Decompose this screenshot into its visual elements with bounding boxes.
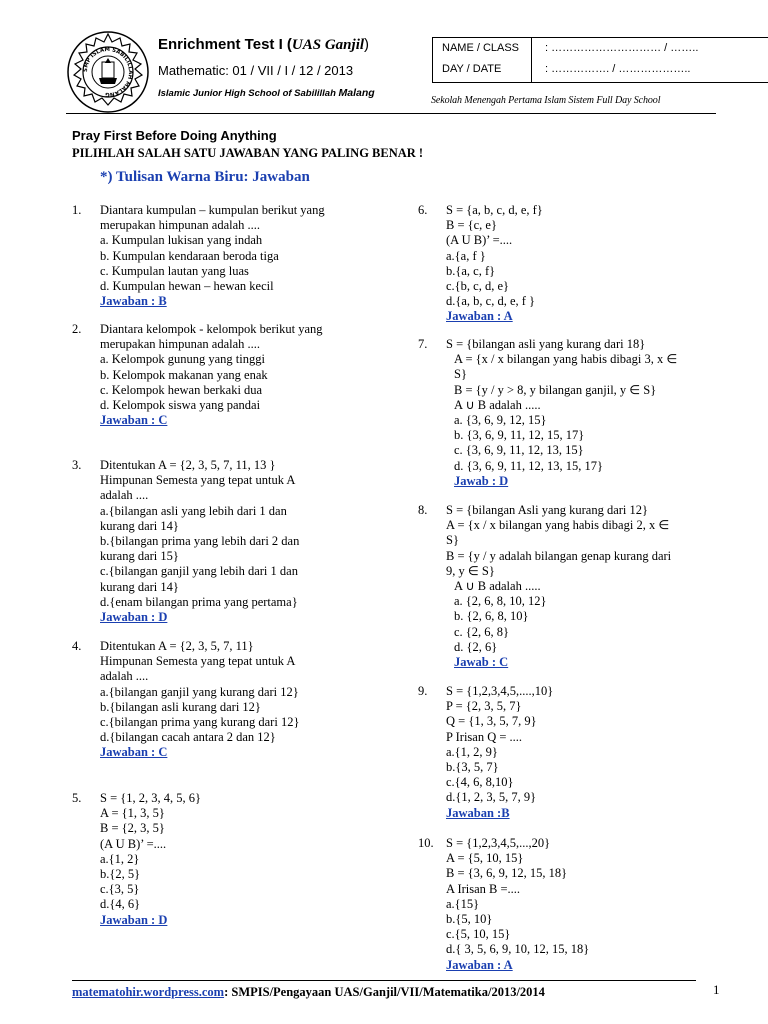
question-number: 1. <box>72 203 82 217</box>
option-b: b. {3, 6, 9, 11, 12, 15, 17} <box>454 428 585 443</box>
title-prefix: Enrichment Test I ( <box>158 36 292 53</box>
question-line: P = {2, 3, 5, 7} <box>446 699 522 714</box>
option-a: a.{1, 2, 9} <box>446 744 498 759</box>
option-a: a.{bilangan ganjil yang kurang dari 12} <box>100 684 299 699</box>
question-line: B = {y / y adalah bilangan genap kurang dari <box>446 548 672 563</box>
name-class-row[interactable] <box>433 40 768 58</box>
title-suffix: ) <box>364 36 370 53</box>
question-line: Ditentukan A = {2, 3, 5, 7, 11} <box>100 639 254 653</box>
question-line: Diantara kumpulan – kumpulan berikut yang <box>100 203 325 217</box>
option-a: a. {3, 6, 9, 12, 15} <box>454 412 547 427</box>
answer-key: Jawaban : C <box>100 745 168 760</box>
option-a-cont: kurang dari 14} <box>100 518 179 533</box>
answer-key: Jawab : C <box>454 654 509 669</box>
footer-text: : SMPIS/Pengayaan UAS/Ganjil/VII/Matematika/2013/2014 <box>224 985 545 999</box>
question-number: 6. <box>418 203 428 217</box>
question-line: 9, y ∈ S} <box>446 563 495 578</box>
option-a: a.{a, f } <box>446 248 486 263</box>
logo-text: SMP ISLAM SABILILLAH MALANG <box>82 46 134 98</box>
question-body <box>100 322 323 428</box>
question-body <box>446 203 543 325</box>
question-line: merupakan himpunan adalah .... <box>100 218 261 233</box>
question-body <box>446 503 671 670</box>
name-class-field[interactable]: : ………………………… / …….. <box>545 42 699 54</box>
option-b: b.{bilangan prima yang lebih dari 2 dan <box>100 533 300 548</box>
option-a: a. Kumpulan lukisan yang indah <box>100 233 263 248</box>
answer-key: Jawaban : B <box>100 294 167 309</box>
question-line: S = {1,2,3,4,5,....,10} <box>446 684 554 698</box>
question-number: 4. <box>72 639 82 653</box>
header-divider <box>66 113 716 114</box>
option-a: a. {2, 6, 8, 10, 12} <box>454 594 547 609</box>
question-line: A = {5, 10, 15} <box>446 851 524 866</box>
question-number: 3. <box>72 458 82 472</box>
question-body <box>100 639 299 761</box>
option-c: c.{4, 6, 8,10} <box>446 775 514 790</box>
question-line: adalah .... <box>100 488 149 503</box>
school-name <box>158 87 375 99</box>
question-body <box>100 458 299 625</box>
option-a: a. Kelompok gunung yang tinggi <box>100 352 265 367</box>
day-date-row[interactable] <box>433 61 768 79</box>
question-line: adalah .... <box>100 669 149 684</box>
school-city: Malang <box>338 87 375 99</box>
option-b: b. Kumpulan kendaraan beroda tiga <box>100 248 279 263</box>
option-d: d. {2, 6} <box>454 639 498 654</box>
option-d: d.{bilangan cacah antara 2 dan 12} <box>100 730 276 745</box>
option-c: c.{5, 10, 15} <box>446 927 511 942</box>
question-line: Ditentukan A = {2, 3, 5, 7, 11, 13 } <box>100 458 276 472</box>
question-number: 9. <box>418 684 428 698</box>
answer-key: Jawaban : D <box>100 912 168 927</box>
question-body <box>100 791 201 928</box>
question-line: merupakan himpunan adalah .... <box>100 337 261 352</box>
option-d: d.{4, 6} <box>100 897 141 912</box>
option-c: c.{b, c, d, e} <box>446 278 510 293</box>
school-motto: Sekolah Menengah Pertama Islam Sistem Full Day School <box>431 95 661 106</box>
question-line: (A U B)’ =.... <box>446 233 513 248</box>
question-line: S} <box>454 367 467 382</box>
question-body <box>446 337 677 489</box>
option-d: d.{1, 2, 3, 5, 7, 9} <box>446 790 537 805</box>
answer-key: Jawaban : A <box>446 957 513 972</box>
logo-ring-text <box>66 30 150 114</box>
option-d: d. {3, 6, 9, 11, 12, 13, 15, 17} <box>454 458 604 473</box>
question-number: 7. <box>418 337 428 351</box>
option-a: a.{15} <box>446 896 480 911</box>
choose-instruction: PILIHLAH SALAH SATU JAWABAN YANG PALING BENAR ! <box>72 146 424 160</box>
question-line: A ∪ B adalah ..... <box>454 397 541 412</box>
question-line: P Irisan Q = .... <box>446 729 523 744</box>
question-line: S = {bilangan Asli yang kurang dari 12} <box>446 503 649 517</box>
page-title <box>158 36 369 54</box>
option-b: b.{a, c, f} <box>446 263 496 278</box>
answer-key: Jawaban : A <box>446 309 513 324</box>
option-b: b. {2, 6, 8, 10} <box>454 609 529 624</box>
option-d: d. Kelompok siswa yang pandai <box>100 397 261 412</box>
question-line: Himpunan Semesta yang tepat untuk A <box>100 473 296 488</box>
question-body <box>446 836 589 973</box>
subject-line: Mathematic: 01 / VII / I / 12 / 2013 <box>158 63 354 78</box>
question-line: A = {1, 3, 5} <box>100 806 165 821</box>
question-line: Diantara kelompok - kelompok berikut yang <box>100 322 323 336</box>
question-line: (A U B)’ =.... <box>100 836 167 851</box>
option-c: c. Kumpulan lautan yang luas <box>100 263 249 278</box>
question-line: B = {y / y > 8, y bilangan ganjil, y ∈ S} <box>454 382 657 397</box>
question-line: S = {a, b, c, d, e, f} <box>446 203 543 217</box>
question-line: S} <box>446 533 459 548</box>
answer-color-note: *) Tulisan Warna Biru: Jawaban <box>100 169 310 185</box>
question-body <box>100 203 325 309</box>
answer-key: Jawaban :B <box>446 805 510 820</box>
option-c: c.{bilangan prima yang kurang dari 12} <box>100 714 300 729</box>
name-class-label: NAME / CLASS <box>442 42 520 54</box>
option-b: b. Kelompok makanan yang enak <box>100 367 268 382</box>
header <box>66 28 716 114</box>
option-b: b.{3, 5, 7} <box>446 759 499 774</box>
option-a: a.{1, 2} <box>100 851 140 866</box>
question-body <box>446 684 553 821</box>
day-date-field[interactable]: : ……………. / ……………….. <box>545 63 691 75</box>
question-line: Q = {1, 3, 5, 7, 9} <box>446 714 537 729</box>
question-number: 5. <box>72 791 82 805</box>
footer-divider <box>72 980 696 981</box>
question-number: 2. <box>72 322 82 336</box>
option-c: c.{bilangan ganjil yang lebih dari 1 dan <box>100 564 298 579</box>
question-line: A = {x / x bilangan yang habis dibagi 2, x ∈ <box>446 518 670 533</box>
option-b: b.{bilangan asli kurang dari 12} <box>100 699 261 714</box>
svg-text:SMP ISLAM SABILILLAH MALANG <box>83 47 133 97</box>
question-line: S = {1, 2, 3, 4, 5, 6} <box>100 791 202 805</box>
answer-key: Jawab : D <box>454 473 509 488</box>
option-c: c. Kelompok hewan berkaki dua <box>100 382 263 397</box>
question-line: A ∪ B adalah ..... <box>454 578 541 593</box>
title-uas: UAS Ganjil <box>291 37 365 53</box>
question-line: A = {x / x bilangan yang habis dibagi 3, x ∈ <box>454 352 678 367</box>
question-line: Himpunan Semesta yang tepat untuk A <box>100 654 296 669</box>
footer <box>72 985 545 1000</box>
page-number: 1 <box>713 982 720 997</box>
question-line: B = {2, 3, 5} <box>100 821 165 836</box>
option-d: d.{enam bilangan prima yang pertama} <box>100 594 298 609</box>
option-d: d.{ 3, 5, 6, 9, 10, 12, 15, 18} <box>446 942 590 957</box>
pray-instruction: Pray First Before Doing Anything <box>72 128 277 143</box>
option-c-cont: kurang dari 14} <box>100 579 179 594</box>
question-line: S = {bilangan asli yang kurang dari 18} <box>446 337 646 351</box>
footer-link[interactable]: matematohir.wordpress.com <box>72 985 225 999</box>
school-name-text: Islamic Junior High School of Sabilillah <box>158 88 339 99</box>
student-info-box <box>432 37 768 83</box>
question-number: 8. <box>418 503 428 517</box>
day-date-label: DAY / DATE <box>442 63 502 75</box>
option-c: c.{3, 5} <box>100 882 140 897</box>
answer-key: Jawaban : D <box>100 609 168 624</box>
question-line: B = {3, 6, 9, 12, 15, 18} <box>446 866 568 881</box>
option-d: d. Kumpulan hewan – hewan kecil <box>100 278 274 293</box>
option-a: a.{bilangan asli yang lebih dari 1 dan <box>100 503 287 518</box>
answer-key: Jawaban : C <box>100 413 168 428</box>
option-b-cont: kurang dari 15} <box>100 549 179 564</box>
option-b: b.{2, 5} <box>100 866 141 881</box>
option-b: b.{5, 10} <box>446 911 493 926</box>
option-c: c. {2, 6, 8} <box>454 624 510 639</box>
question-line: B = {c, e} <box>446 218 497 233</box>
option-c: c. {3, 6, 9, 11, 12, 13, 15} <box>454 443 584 458</box>
question-line: A Irisan B =.... <box>446 881 521 896</box>
option-d: d.{a, b, c, d, e, f } <box>446 294 536 309</box>
question-line: S = {1,2,3,4,5,...,20} <box>446 836 551 850</box>
question-number: 10. <box>418 836 434 850</box>
